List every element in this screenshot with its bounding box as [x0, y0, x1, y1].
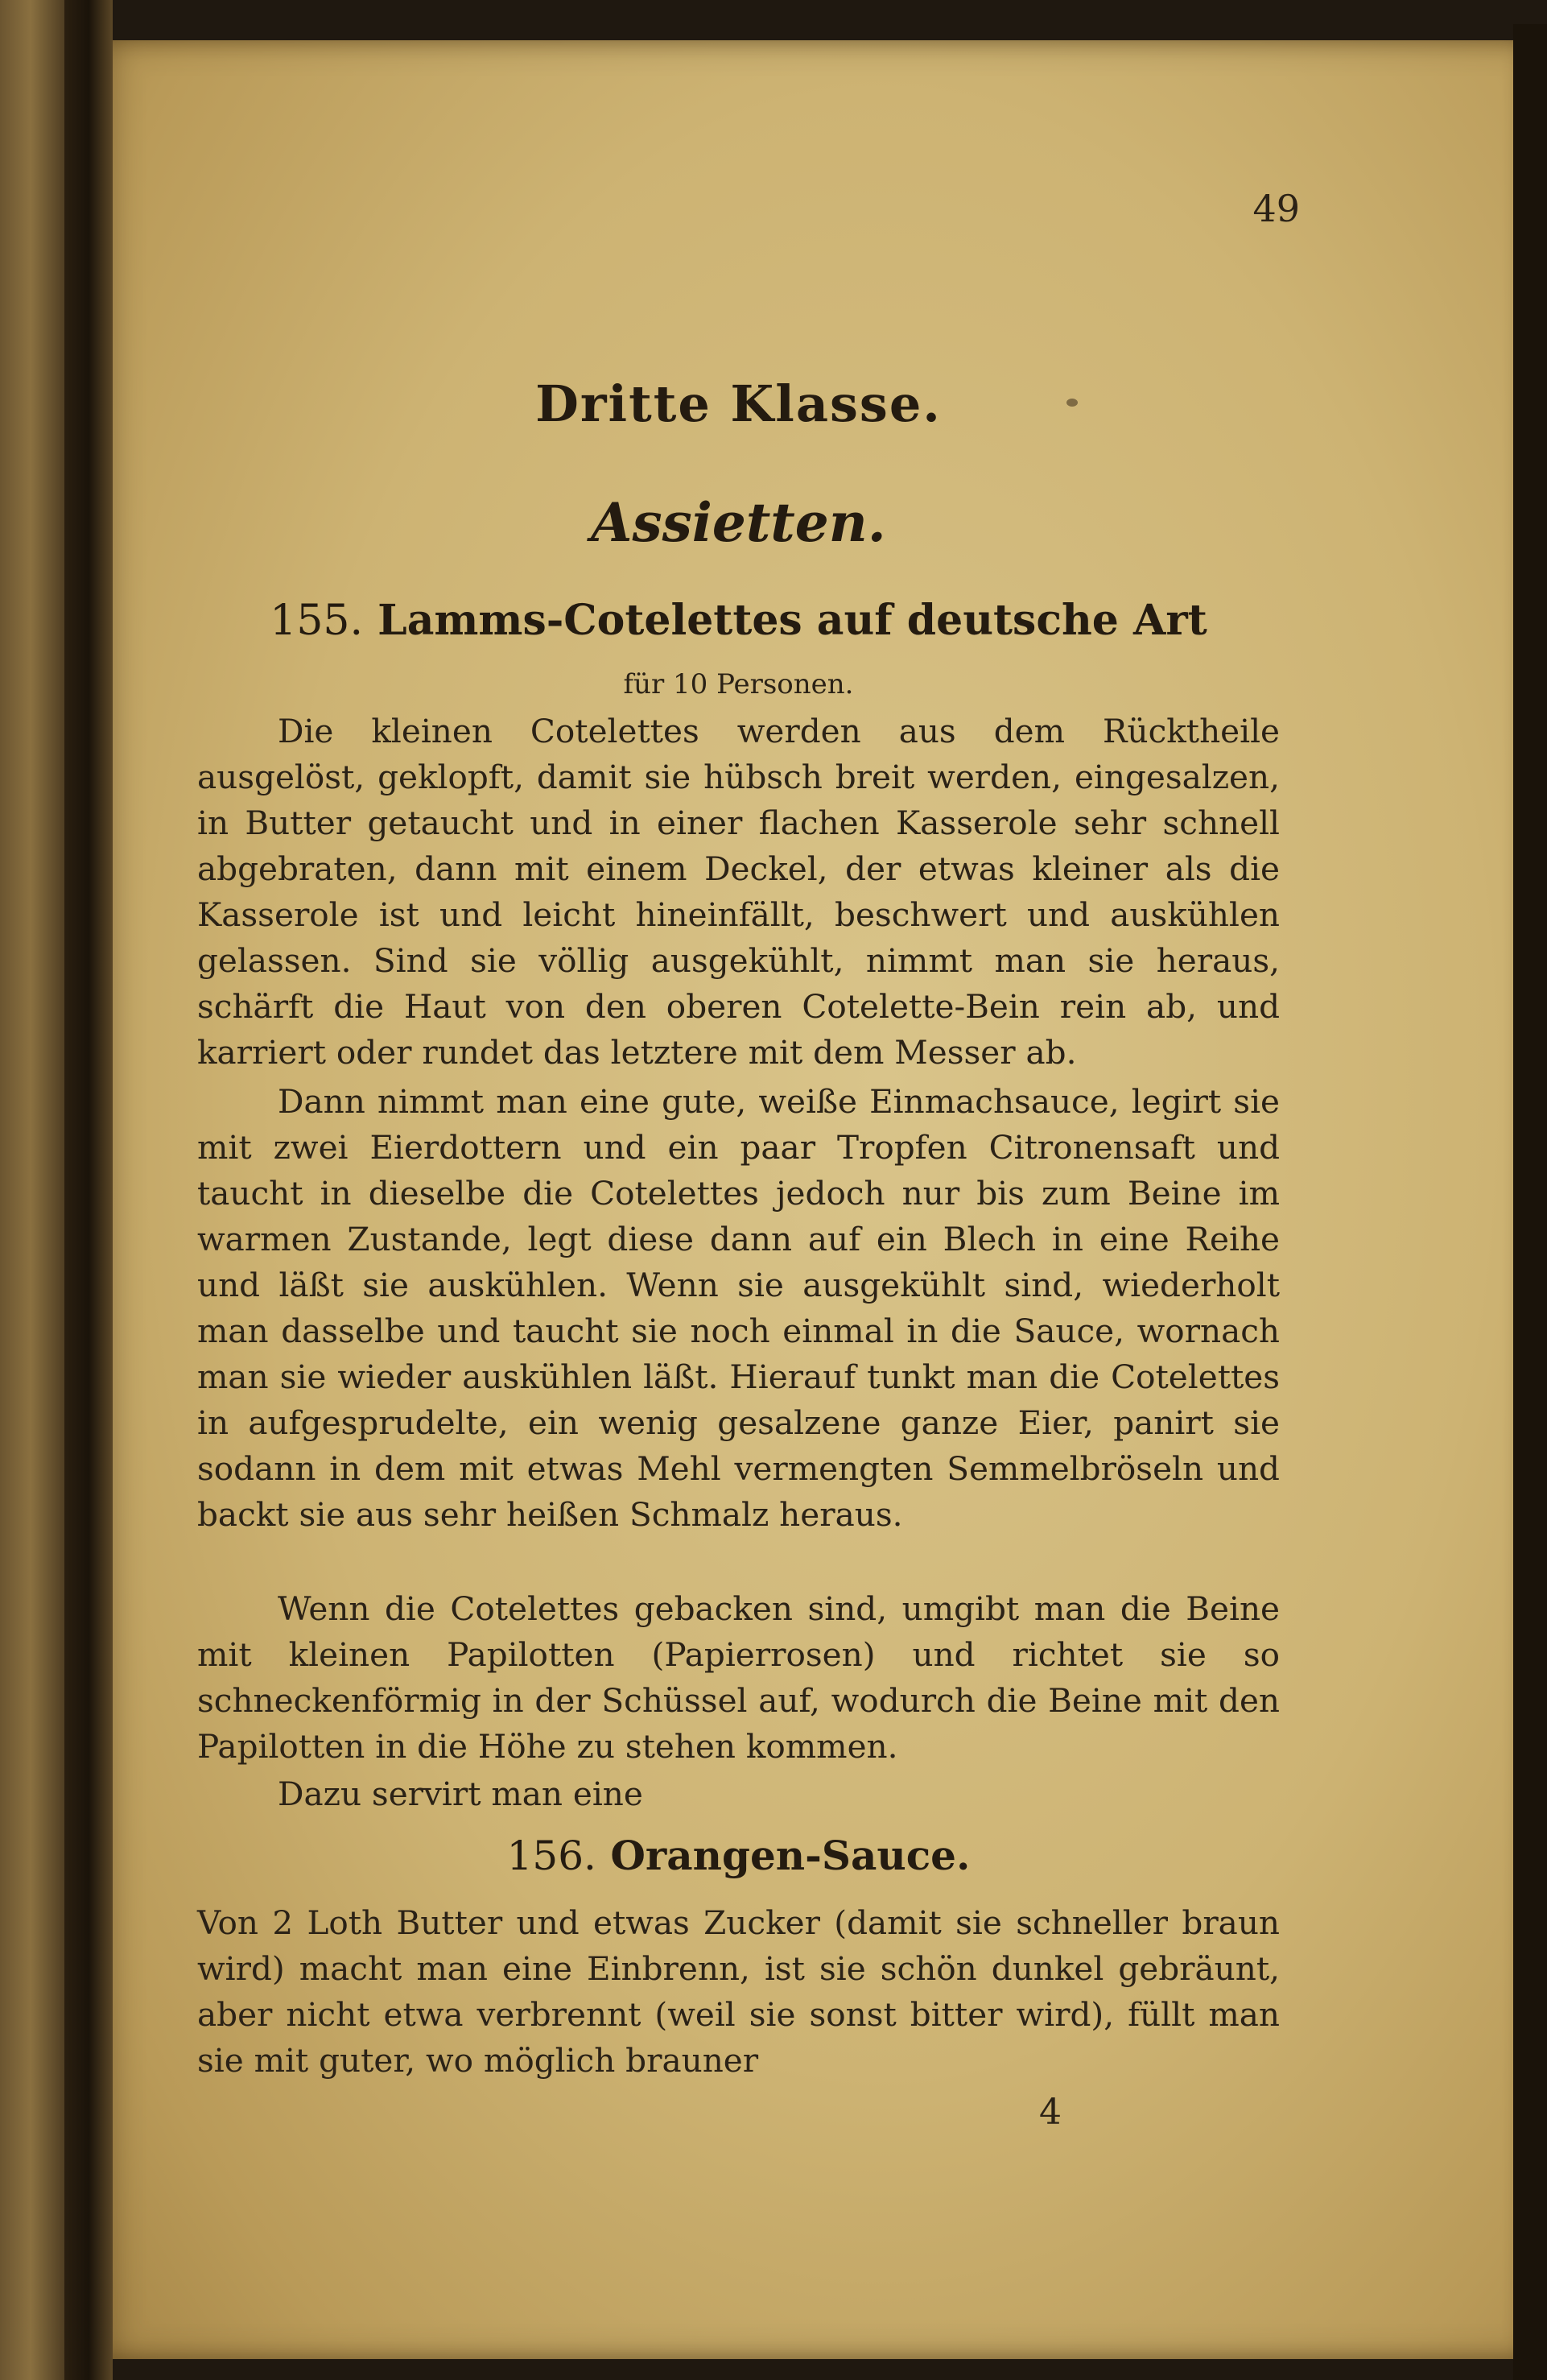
recipe-155-name: Lamms-Cotelettes auf deutsche Art [377, 596, 1207, 645]
recipe-156-title [197, 1832, 1280, 1879]
recipe-155-servings: für 10 Personen. [623, 668, 854, 700]
recipe-155-title [197, 596, 1280, 645]
recipe-156-name: Orangen-Sauce. [610, 1832, 971, 1879]
paragraph-3: Wenn die Cotelettes gebacken sind, umgibt man die Beine mit kleinen Papilotten (Papierrosen) und richtet sie so schneckenförmig in der Schüssel auf, wodurch die Beine mit den Papilotten in die Höhe zu stehen kommen. [197, 1589, 1280, 1766]
paragraph-156: Von 2 Loth Butter und etwas Zucker (damit sie schneller braun wird) macht man eine Einbrenn, ist sie schön dunkel gebräunt, aber nicht etwa verbrennt (weil sie sonst bitter wird), füllt man sie mit guter, wo möglich brauner [197, 1903, 1280, 2080]
recipe-155-number: 155. [270, 597, 364, 645]
recipe-156-number: 156. [506, 1833, 596, 1879]
signature-mark: 4 [1039, 2092, 1062, 2133]
page-number: 49 [1252, 187, 1300, 230]
class-heading: Dritte Klasse. [535, 374, 942, 433]
right-edge [1513, 24, 1547, 2380]
book-gutter [64, 0, 113, 2380]
paragraph-1: Die kleinen Cotelettes werden aus dem Rücktheile ausgelöst, geklopft, damit sie hübsch breit werden, eingesalzen, in Butter getaucht und in einer flachen Kasserole sehr schnell abgebraten, dann mit einem Deckel, der etwas kleiner als die Kasserole ist und leicht hineinfällt, beschwert und auskühlen gelassen. Sind sie völlig ausgekühlt, nimmt man sie heraus, schärft die Haut von den oberen Cotelette-Bein rein ab, und karriert oder rundet das letztere mit dem Messer ab. [197, 712, 1280, 1072]
paragraph-2: Dann nimmt man eine gute, weiße Einmachsauce, legirt sie mit zwei Eierdottern und ein paar Tropfen Citronensaft und taucht in dieselbe die Cotelettes jedoch nur bis zum Beine im warmen Zustande, legt diese dann auf ein Blech in eine Reihe und läßt sie auskühlen. Wenn sie ausgekühlt sind, wiederholt man dasselbe und taucht sie noch einmal in die Sauce, wornach man sie wieder auskühlen läßt. Hierauf tunkt man die Cotelettes in aufgesprudelte, ein wenig gesalzene ganze Eier, panirt sie sodann in dem mit etwas Mehl vermengten Semmelbröseln und backt sie aus sehr heißen Schmalz heraus. [197, 1082, 1280, 1534]
paragraph-4: Dazu servirt man eine [278, 1775, 643, 1813]
section-heading: Assietten. [591, 491, 886, 554]
